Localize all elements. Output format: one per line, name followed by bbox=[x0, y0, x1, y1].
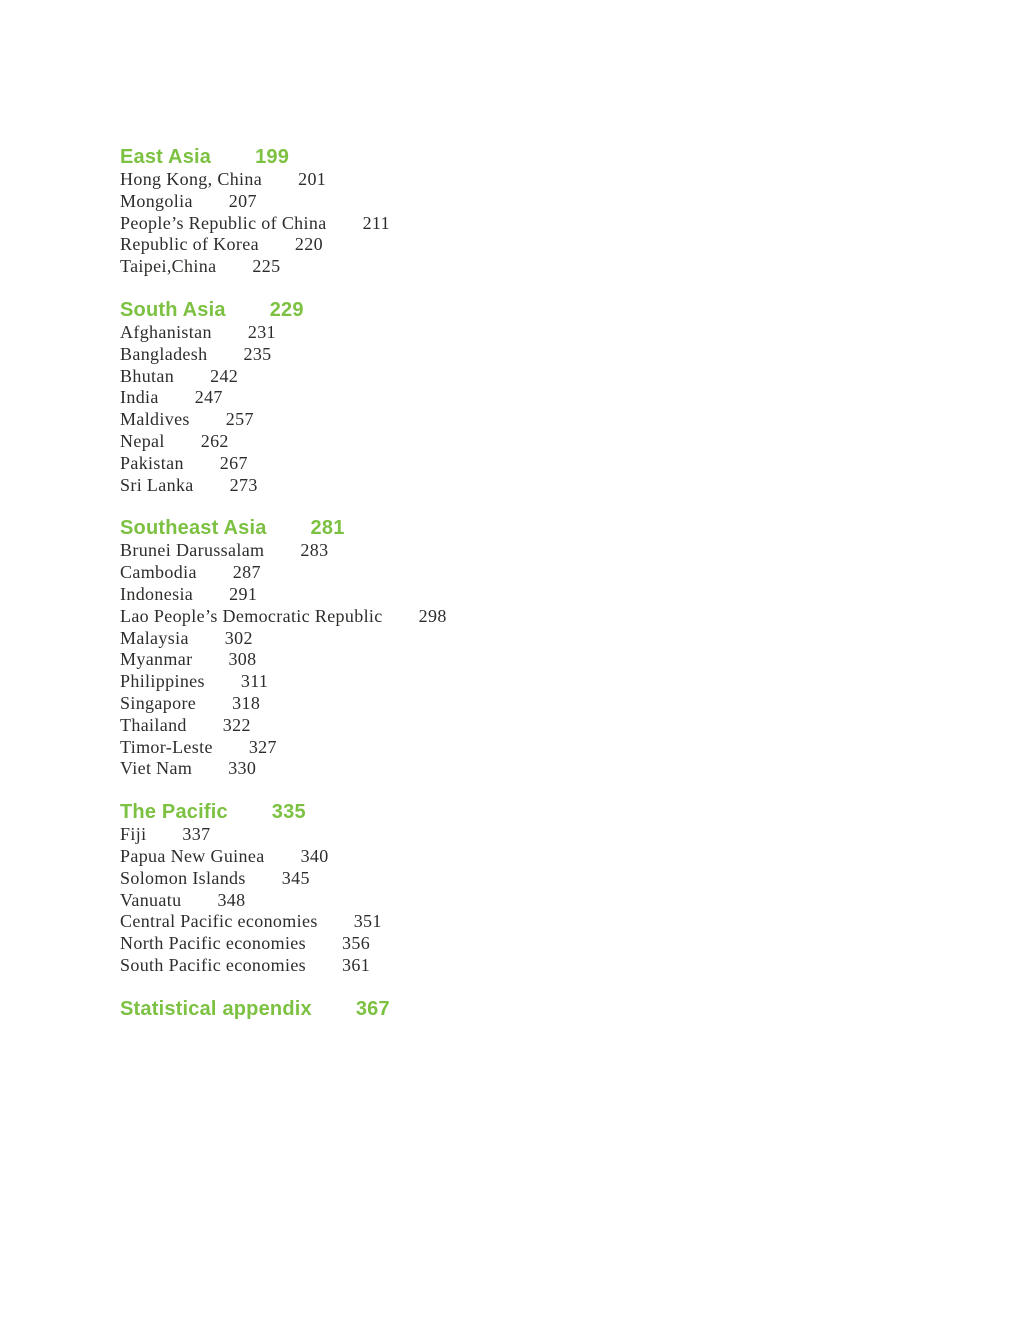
entry-name: Viet Nam bbox=[120, 758, 193, 779]
entry-name: Republic of Korea bbox=[120, 234, 259, 255]
toc-entry bbox=[120, 911, 940, 933]
toc-entry bbox=[120, 824, 940, 846]
entry-name: Sri Lanka bbox=[120, 474, 194, 495]
entry-page-number: 302 bbox=[224, 627, 253, 648]
entry-page-number: 311 bbox=[240, 671, 269, 692]
entry-name: Thailand bbox=[120, 714, 187, 735]
entry-page-number: 267 bbox=[219, 452, 248, 473]
toc-entry bbox=[120, 846, 940, 868]
toc-entry bbox=[120, 475, 940, 497]
toc-section-south-asia bbox=[120, 299, 940, 496]
entry-page-number: 225 bbox=[252, 256, 281, 277]
entry-name: Singapore bbox=[120, 692, 197, 713]
entry-name: Myanmar bbox=[120, 649, 193, 670]
entry-name: Maldives bbox=[120, 409, 190, 430]
entry-name: People’s Republic of China bbox=[120, 212, 327, 233]
entry-name: Cambodia bbox=[120, 562, 197, 583]
section-page-number: 335 bbox=[271, 801, 306, 824]
toc-section-east-asia bbox=[120, 146, 940, 278]
section-heading bbox=[120, 517, 940, 540]
entry-page-number: 247 bbox=[194, 387, 223, 408]
toc-entry bbox=[120, 671, 940, 693]
entry-name: Solomon Islands bbox=[120, 867, 246, 888]
entry-page-number: 308 bbox=[228, 649, 257, 670]
entry-page-number: 201 bbox=[298, 169, 327, 189]
entry-page-number: 257 bbox=[225, 409, 254, 430]
entry-name: Philippines bbox=[120, 671, 205, 692]
toc-entry bbox=[120, 344, 940, 366]
entry-page-number: 345 bbox=[281, 867, 310, 888]
toc-entry bbox=[120, 955, 940, 977]
section-title: East Asia bbox=[120, 146, 212, 168]
toc-section-statistical-appendix bbox=[120, 998, 940, 1021]
toc-entry bbox=[120, 715, 940, 737]
toc-section-the-pacific bbox=[120, 801, 940, 977]
toc-entry bbox=[120, 758, 940, 780]
entry-name: Mongolia bbox=[120, 190, 193, 211]
toc-entry bbox=[120, 628, 940, 650]
section-title: Southeast Asia bbox=[120, 517, 267, 540]
entry-page-number: 318 bbox=[232, 692, 261, 713]
entry-page-number: 242 bbox=[210, 365, 239, 386]
entry-name: Malaysia bbox=[120, 627, 189, 648]
entry-page-number: 330 bbox=[228, 758, 257, 779]
entry-name: Pakistan bbox=[120, 452, 184, 473]
toc-entry bbox=[120, 649, 940, 671]
entry-page-number: 298 bbox=[418, 605, 447, 626]
entry-page-number: 351 bbox=[353, 911, 382, 932]
entry-page-number: 291 bbox=[229, 583, 258, 604]
entry-name: Hong Kong, China bbox=[120, 169, 263, 189]
toc-entry bbox=[120, 213, 940, 235]
entry-name: North Pacific economies bbox=[120, 933, 306, 954]
entry-page-number: 235 bbox=[243, 343, 272, 364]
entry-name: Vanuatu bbox=[120, 889, 182, 910]
toc-entry bbox=[120, 387, 940, 409]
entry-name: Central Pacific economies bbox=[120, 911, 318, 932]
toc-entry bbox=[120, 169, 940, 191]
toc-entry bbox=[120, 606, 940, 628]
toc-entry bbox=[120, 562, 940, 584]
entry-page-number: 207 bbox=[228, 190, 257, 211]
entry-name: Bhutan bbox=[120, 365, 175, 386]
entry-page-number: 340 bbox=[300, 845, 329, 866]
toc-entry bbox=[120, 868, 940, 890]
entry-page-number: 273 bbox=[229, 474, 258, 495]
entry-page-number: 231 bbox=[247, 321, 276, 342]
entry-page-number: 356 bbox=[342, 933, 371, 954]
toc-entry bbox=[120, 693, 940, 715]
entry-page-number: 348 bbox=[217, 889, 246, 910]
entry-name: Timor-Leste bbox=[120, 736, 213, 757]
entry-page-number: 327 bbox=[248, 736, 277, 757]
section-heading bbox=[120, 801, 940, 824]
section-title: The Pacific bbox=[120, 801, 228, 824]
section-heading bbox=[120, 998, 940, 1021]
toc-entry bbox=[120, 322, 940, 344]
entry-name: Lao People’s Democratic Republic bbox=[120, 605, 383, 626]
entry-name: Fiji bbox=[120, 824, 147, 845]
toc-entry bbox=[120, 366, 940, 388]
section-page-number: 367 bbox=[355, 997, 390, 1020]
entry-name: Bangladesh bbox=[120, 343, 208, 364]
entry-name: South Pacific economies bbox=[120, 954, 307, 975]
toc-entry bbox=[120, 540, 940, 562]
toc-entry bbox=[120, 890, 940, 912]
entry-page-number: 283 bbox=[300, 540, 329, 561]
toc-entry bbox=[120, 933, 940, 955]
toc-entry bbox=[120, 431, 940, 453]
section-page-number: 229 bbox=[269, 298, 304, 321]
section-heading bbox=[120, 146, 940, 169]
section-page-number: 281 bbox=[310, 517, 345, 540]
entry-page-number: 262 bbox=[200, 430, 229, 451]
entry-name: Brunei Darussalam bbox=[120, 540, 265, 561]
entry-name: Nepal bbox=[120, 430, 165, 451]
toc-entry bbox=[120, 453, 940, 475]
entry-name: Papua New Guinea bbox=[120, 845, 265, 866]
section-heading bbox=[120, 299, 940, 322]
entry-page-number: 220 bbox=[294, 234, 323, 255]
entry-page-number: 361 bbox=[342, 954, 371, 975]
entry-name: Afghanistan bbox=[120, 321, 212, 342]
toc-entry bbox=[120, 584, 940, 606]
section-page-number: 199 bbox=[255, 146, 290, 168]
toc-entry bbox=[120, 409, 940, 431]
entry-name: India bbox=[120, 387, 159, 408]
entry-name: Indonesia bbox=[120, 583, 194, 604]
entry-page-number: 211 bbox=[362, 212, 390, 233]
toc-section-southeast-asia bbox=[120, 517, 940, 780]
section-title: Statistical appendix bbox=[120, 997, 312, 1020]
toc-entry bbox=[120, 256, 940, 278]
toc-entry bbox=[120, 737, 940, 759]
entry-page-number: 337 bbox=[182, 824, 211, 845]
toc-entry bbox=[120, 191, 940, 213]
section-title: South Asia bbox=[120, 298, 226, 321]
entry-name: Taipei,China bbox=[120, 256, 217, 277]
entry-page-number: 287 bbox=[232, 562, 261, 583]
toc-entry bbox=[120, 234, 940, 256]
entry-page-number: 322 bbox=[222, 714, 251, 735]
